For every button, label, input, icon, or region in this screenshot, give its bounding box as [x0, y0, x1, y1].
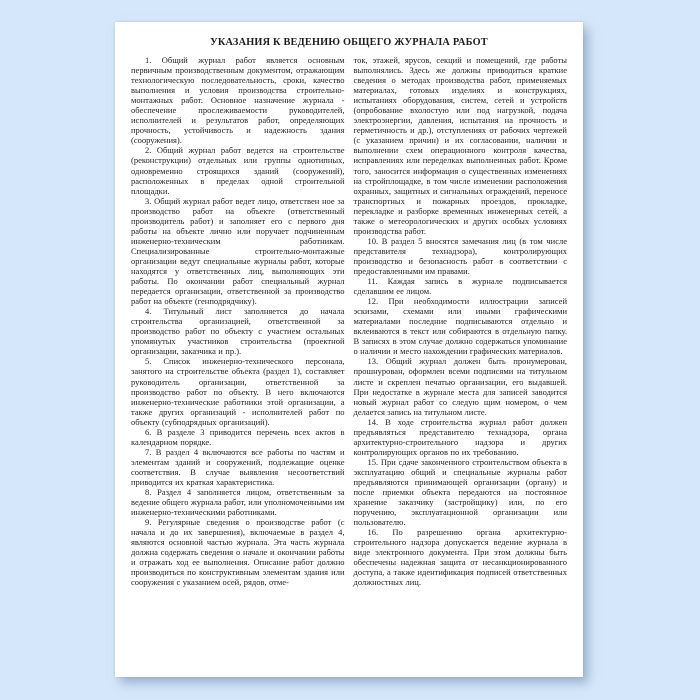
paragraph: 16. По разрешению органа архитектурно-строительного надзора допускается ведение журнала в виде электронного документа. При этом должны быть обеспечены надежная защита от несанкционированного доступа, а также идентификация подписей ответственных должностных лиц. [353, 527, 567, 588]
paragraph: ток, этажей, ярусов, секций и помещений, где работы выполнялись. Здесь же должны приводиться краткие сведения о методах производства работ, применяемых материалах, готовых изделиях и конструкциях, испытаниях оборудования, систем, сетей и устройств (опробование вхолостую или под нагрузкой, подача электроэнергии, давления, испытания на прочность и герметичность и др.), отступлениях от рабочих чертежей (с указанием причин) и их согласовании, наличии и выполнении схем операционного контроля качества, исправлениях или переделках выполненных работ. Кроме того, заносится информация о существенных изменениях на стройплощадке, в том числе изменении расположения охранных, защитных и сигнальных ограждений, переносе транспортных и пожарных проездов, прокладке, перекладке и разборке временных инженерных сетей, а также о метеорологических и других особых условиях производства работ. [353, 55, 567, 236]
paragraph: 12. При необходимости иллюстрации записей эскизами, схемами или иными графическими материалами последние подписываются отдельно и вклеиваются в текст или собираются в отдельную папку. В записях в этом случае должно содержаться упоминание о наличии и место нахождении графических материалов. [353, 296, 567, 357]
paragraph: 1. Общий журнал работ является основным первичным производственным документом, отражающим технологическую последовательность, сроки, качество выполнения и условия производства строительно-монтажных работ. Основное назначение журнала - обеспечение прослеживаемости руководителей, исполнителей и результатов работ, определяющих прочность, устойчивость и надежность здания (сооружения). [131, 55, 345, 146]
paragraph: 13. Общий журнал должен быть пронумерован, прошнурован, оформлен всеми подписями на титульном листе и скреплен печатью организации, его выдавшей. При недостатке в журнале места для записей заводится новый журнал работ со следую щим номером, о чем делается запись на титульном листе. [353, 356, 567, 417]
paragraph: 7. В раздел 4 включаются все работы по частям и элементам зданий и сооружений, подлежащие оценке соответствия. В случае выявления несоответствий приводится их краткая характеристика. [131, 446, 345, 487]
paragraph: 8. Раздел 4 заполняется лицом, ответственным за ведение общего журнала работ, или уполномоченными им инженерно-техническими работниками. [131, 487, 345, 518]
paragraph: 15. При сдаче законченного строительством объекта в эксплуатацию общий и специальные журналы работ предъявляются принимающей организации (органу) и после приемки объекта передаются на постоянное хранение заказчику (застройщику) или, по его поручению, эксплуатационной организации или пользователю. [353, 456, 567, 528]
paragraph: 9. Регулярные сведения о производстве работ (с начала и до их завершения), включаемые в раздел 4, являются основной частью журнала. Эта часть журнала должна содержать сведения о начале и окончании работы и отражать ход ее выполнения. Описание работ должно производиться по конструктивным элементам здания или сооружения с указанием осей, рядов, отме- [131, 517, 345, 588]
paragraph: 3. Общий журнал работ ведет лицо, ответствен ное за производство работ на объекте (ответственный производитель работ) и заполняет его с первого дня работы на объекте лично или поручает подчиненным инженерно-техническим работникам. Специализированные строительно-монтажные организации ведут специальные журналы работ, которые находятся у ответственных лиц, выполняющих эти работы. По окончании работ специальный журнал передается организации, ответственной за производство работ на объекте (генподрядчику). [131, 195, 345, 307]
paragraph: 4. Титульный лист заполняется до начала строительства организацией, ответственной за производство работ по объекту с участием остальных упомянутых участников строительства (проектной организации, заказчика и пр.). [131, 306, 345, 357]
text-column-left [131, 55, 345, 587]
paragraph: 2. Общий журнал работ ведется на строительстве (реконструкции) отдельных или группы однотипных, одновременно строящихся зданий (сооружений), расположенных в пределах одной строительной площадки. [131, 145, 345, 196]
two-column-text-block [131, 55, 567, 587]
paragraph: 6. В разделе 3 приводится перечень всех актов в календарном порядке. [131, 426, 345, 447]
paragraph: 10. В раздел 5 вносятся замечания лиц (в том числе представителя технадзора), контролирующих производство и безопасность работ в соответствии с предоставленными им правами. [353, 235, 567, 276]
document-title: УКАЗАНИЯ К ВЕДЕНИЮ ОБЩЕГО ЖУРНАЛА РАБОТ [210, 37, 488, 48]
paragraph: 11. Каждая запись в журнале подписывается сделавшим ее лицом. [353, 276, 567, 297]
paragraph: 5. Список инженерно-технического персонала, занятого на строительстве объекта (раздел 1), составляет руководитель организации, ответственной за производство работ по объекту. В него включаются инженерно-технические работники этой организации, а также других организаций - исполнителей работ по объекту (субподрядных организаций). [131, 356, 345, 427]
paragraph: 14. В ходе строительства журнал работ должен предъявляться представителю технадзора, органа архитектурно-строительного надзора и других контролирующих органов по их требованию. [353, 416, 567, 457]
text-column-right [354, 55, 568, 587]
document-page [115, 22, 583, 677]
